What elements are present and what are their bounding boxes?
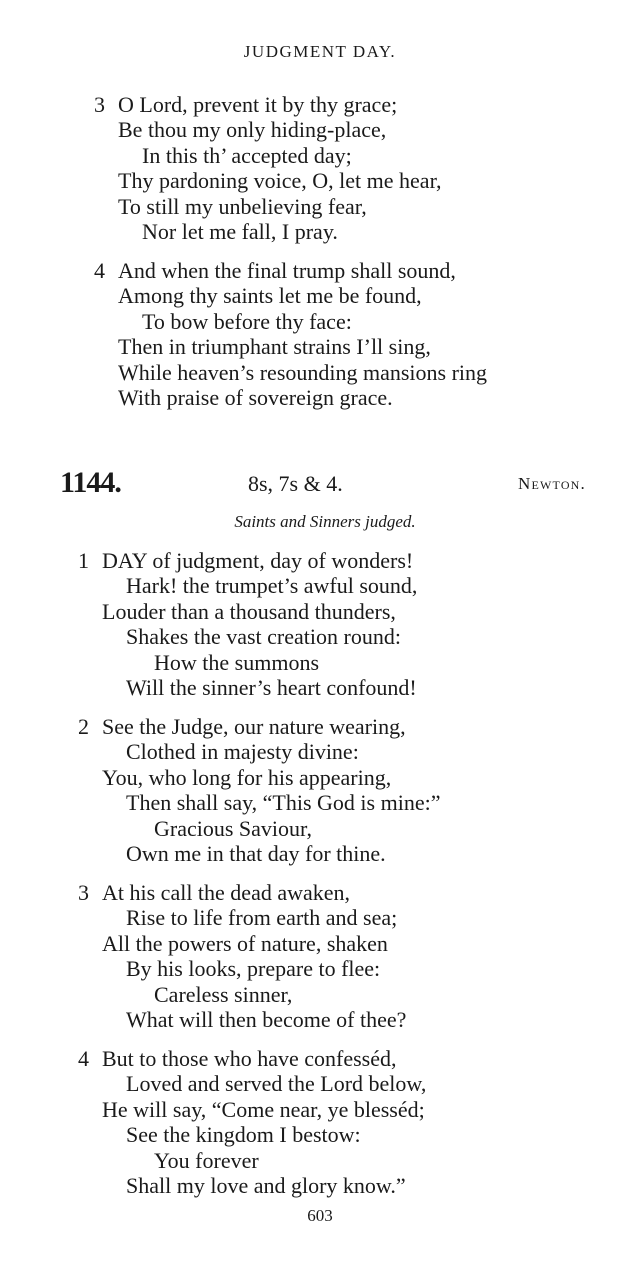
stanza-line: Careless sinner,: [154, 981, 293, 1007]
stanza-line: What will then become of thee?: [126, 1006, 407, 1032]
stanza-number: 4: [94, 258, 105, 283]
hymn-number: 1144.: [60, 466, 121, 499]
stanza-line: With praise of sovereign grace.: [118, 384, 393, 410]
stanza-line: You, who long for his appearing,: [102, 764, 392, 790]
stanza-line: He will say, “Come near, ye blesséd;: [102, 1096, 425, 1122]
stanza-line: Louder than a thousand thunders,: [102, 598, 396, 624]
stanza-line: 4 And when the final trump shall sound,: [94, 258, 456, 283]
stanza-line: Loved and served the Lord below,: [126, 1071, 427, 1097]
stanza-line: Hark! the trumpet’s awful sound,: [126, 573, 418, 599]
stanza-line: To still my unbelieving fear,: [118, 193, 367, 219]
stanza-line: Nor let me fall, I pray.: [142, 218, 338, 244]
stanza-line: In this th’ accepted day;: [142, 142, 352, 168]
stanza-line: 1 DAY of judgment, day of wonders!: [78, 548, 414, 573]
stanza-line: Shakes the vast creation round:: [126, 624, 401, 650]
stanza-number: 3: [78, 880, 89, 905]
hymn-subtitle: Saints and Sinners judged.: [234, 512, 416, 531]
stanza-line: 3 O Lord, prevent it by thy grace;: [94, 92, 398, 117]
stanza-line: Among thy saints let me be found,: [118, 283, 422, 309]
stanza-line: Gracious Saviour,: [154, 815, 312, 841]
stanza-line: 2 See the Judge, our nature wearing,: [78, 714, 406, 739]
stanza-line: Then in triumphant strains I’ll sing,: [118, 334, 431, 360]
hymn-header: [60, 466, 586, 502]
stanza-number: 4: [78, 1046, 89, 1071]
stanza-line: All the powers of nature, shaken: [102, 930, 388, 956]
stanza-line: Be thou my only hiding-place,: [118, 117, 387, 143]
stanza-line: Own me in that day for thine.: [126, 840, 386, 866]
stanza-line: Clothed in majesty divine:: [126, 739, 359, 765]
stanza-line: While heaven’s resounding mansions ring: [118, 359, 488, 385]
hymn-stanza-1: [78, 548, 417, 700]
hymn-stanza-3: [78, 880, 406, 1032]
stanza-line: See the kingdom I bestow:: [126, 1122, 361, 1148]
stanza-line: By his looks, prepare to flee:: [126, 956, 381, 982]
previous-hymn-stanza-4: [94, 258, 487, 410]
stanza-line: You forever: [154, 1147, 259, 1173]
stanza-line: Then shall say, “This God is mine:”: [126, 790, 441, 816]
stanza-line: How the summons: [154, 649, 319, 675]
hymn-stanza-2: [78, 714, 440, 866]
page-number: 603: [307, 1206, 333, 1225]
stanza-number: 3: [94, 92, 105, 117]
stanza-line: 3 At his call the dead awaken,: [78, 880, 351, 905]
hymn-meter: 8s, 7s & 4.: [248, 471, 343, 496]
stanza-number: 2: [78, 714, 89, 739]
hymn-tune: Newton.: [517, 474, 586, 493]
stanza-line: Rise to life from earth and sea;: [126, 905, 398, 931]
stanza-line: Thy pardoning voice, O, let me hear,: [118, 168, 442, 194]
running-head: JUDGMENT DAY.: [243, 42, 397, 61]
stanza-line: Will the sinner’s heart confound!: [126, 674, 417, 700]
stanza-line: Shall my love and glory know.”: [126, 1172, 406, 1198]
stanza-line: 4 But to those who have confesséd,: [78, 1046, 397, 1071]
stanza-line: To bow before thy face:: [142, 308, 352, 334]
stanza-number: 1: [78, 548, 89, 573]
hymn-stanza-4: [78, 1046, 426, 1198]
previous-hymn-stanza-3: [94, 92, 442, 244]
